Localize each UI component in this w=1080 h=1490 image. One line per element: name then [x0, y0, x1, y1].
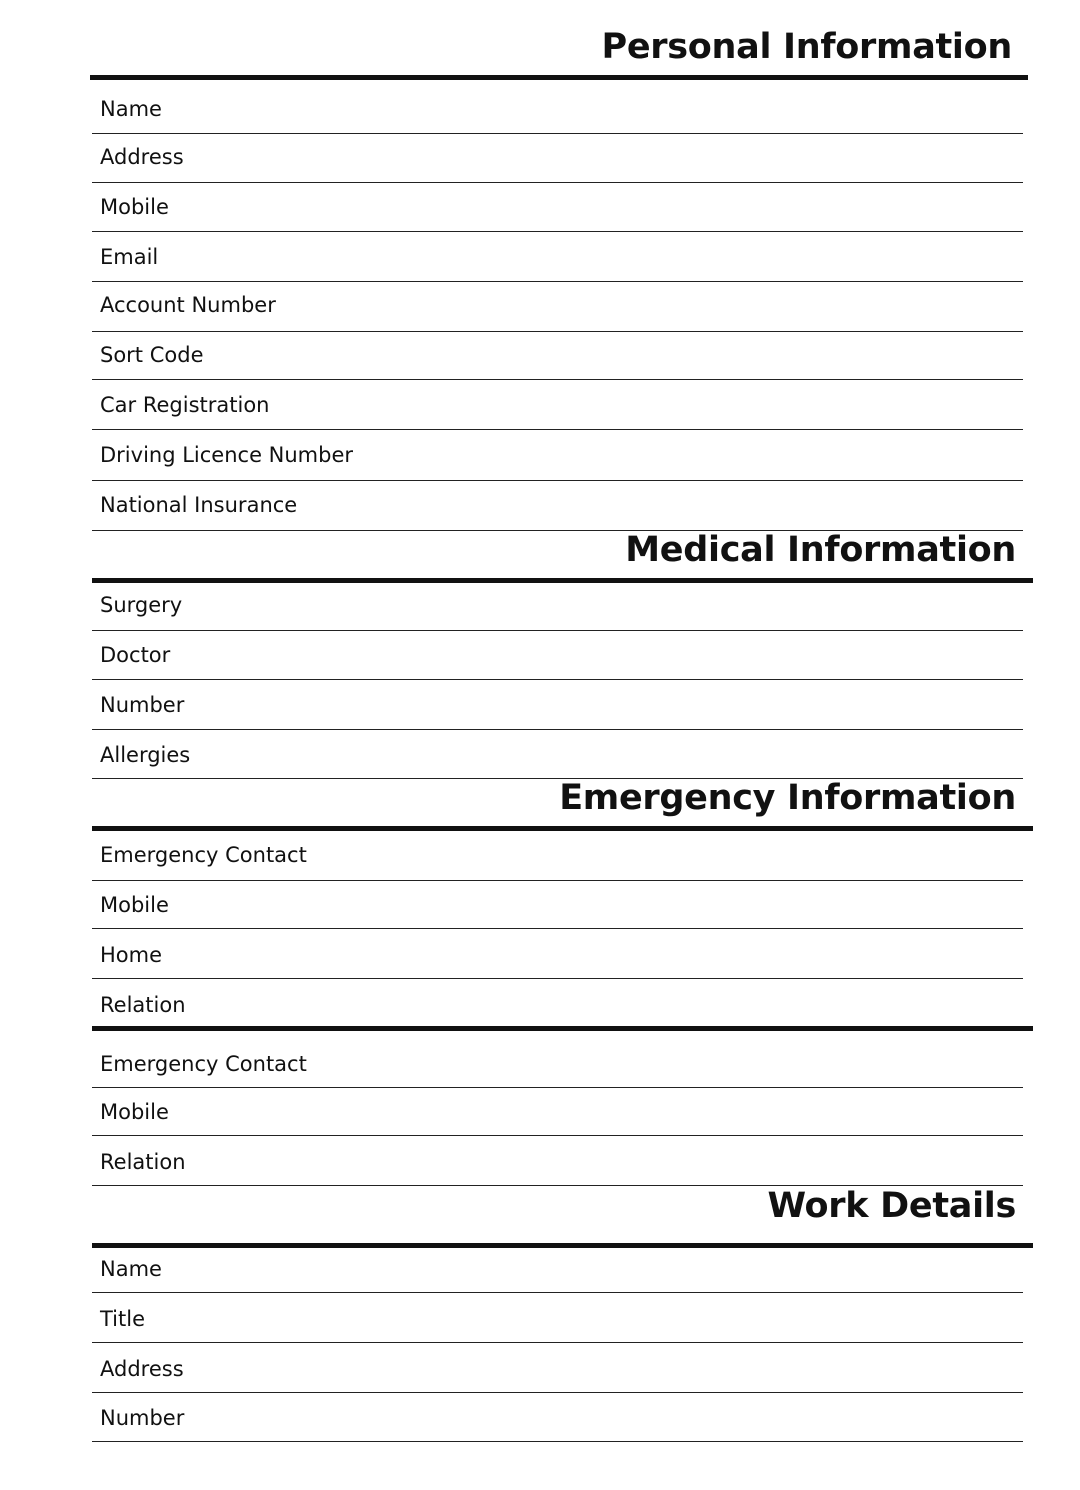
emergency-contact2-name-line[interactable] — [92, 1087, 1023, 1089]
medical-field-number-label: Number — [100, 693, 185, 717]
emergency-contact1-name-line[interactable] — [92, 880, 1023, 882]
work-details-heading: Work Details — [767, 1186, 1016, 1226]
emergency-contact2-relation-label: Relation — [100, 1150, 186, 1174]
work-field-name-label: Name — [100, 1257, 162, 1281]
work-field-number-line[interactable] — [92, 1441, 1023, 1443]
work-field-name-line[interactable] — [92, 1292, 1023, 1294]
work-field-address-line[interactable] — [92, 1392, 1023, 1394]
emergency-contact1-mobile-label: Mobile — [100, 893, 169, 917]
emergency-contact2-mobile-label: Mobile — [100, 1100, 169, 1124]
medical-information-heading: Medical Information — [625, 530, 1016, 570]
personal-field-email-line[interactable] — [92, 281, 1023, 283]
emergency-contact1-home-line[interactable] — [92, 978, 1023, 980]
work-field-title-label: Title — [100, 1307, 146, 1331]
emergency-contact2-name-label: Emergency Contact — [100, 1052, 307, 1076]
personal-field-account-number-line[interactable] — [92, 331, 1023, 333]
work-field-title-line[interactable] — [92, 1342, 1023, 1344]
work-heading-rule — [92, 1243, 1033, 1248]
personal-field-account-number-label: Account Number — [100, 293, 276, 317]
emergency-contact2-mobile-line[interactable] — [92, 1135, 1023, 1137]
personal-field-name-label: Name — [100, 97, 162, 121]
personal-field-car-registration-line[interactable] — [92, 429, 1023, 431]
work-field-number-label: Number — [100, 1406, 185, 1430]
emergency-contact-divider — [92, 1026, 1033, 1031]
emergency-contact1-mobile-line[interactable] — [92, 928, 1023, 930]
emergency-contact1-name-label: Emergency Contact — [100, 843, 307, 867]
medical-heading-rule — [92, 578, 1033, 583]
personal-field-driving-licence-label: Driving Licence Number — [100, 443, 354, 467]
personal-heading-rule — [90, 75, 1028, 80]
personal-field-national-insurance-label: National Insurance — [100, 493, 298, 517]
personal-field-mobile-line[interactable] — [92, 231, 1023, 233]
personal-field-email-label: Email — [100, 245, 159, 269]
personal-information-heading: Personal Information — [601, 27, 1012, 67]
medical-field-doctor-label: Doctor — [100, 643, 171, 667]
medical-field-surgery-line[interactable] — [92, 630, 1023, 632]
personal-field-driving-licence-line[interactable] — [92, 480, 1023, 482]
personal-field-address-line[interactable] — [92, 182, 1023, 184]
emergency-heading-rule — [92, 826, 1033, 831]
personal-field-address-label: Address — [100, 145, 184, 169]
emergency-information-heading: Emergency Information — [559, 778, 1016, 818]
medical-field-surgery-label: Surgery — [100, 593, 183, 617]
emergency-contact1-relation-label: Relation — [100, 993, 186, 1017]
personal-field-sort-code-line[interactable] — [92, 379, 1023, 381]
medical-field-allergies-label: Allergies — [100, 743, 191, 767]
personal-field-car-registration-label: Car Registration — [100, 393, 270, 417]
personal-field-sort-code-label: Sort Code — [100, 343, 204, 367]
medical-field-doctor-line[interactable] — [92, 679, 1023, 681]
personal-field-name-line[interactable] — [92, 133, 1023, 135]
medical-field-number-line[interactable] — [92, 729, 1023, 731]
emergency-contact1-home-label: Home — [100, 943, 163, 967]
work-field-address-label: Address — [100, 1357, 184, 1381]
personal-field-mobile-label: Mobile — [100, 195, 169, 219]
